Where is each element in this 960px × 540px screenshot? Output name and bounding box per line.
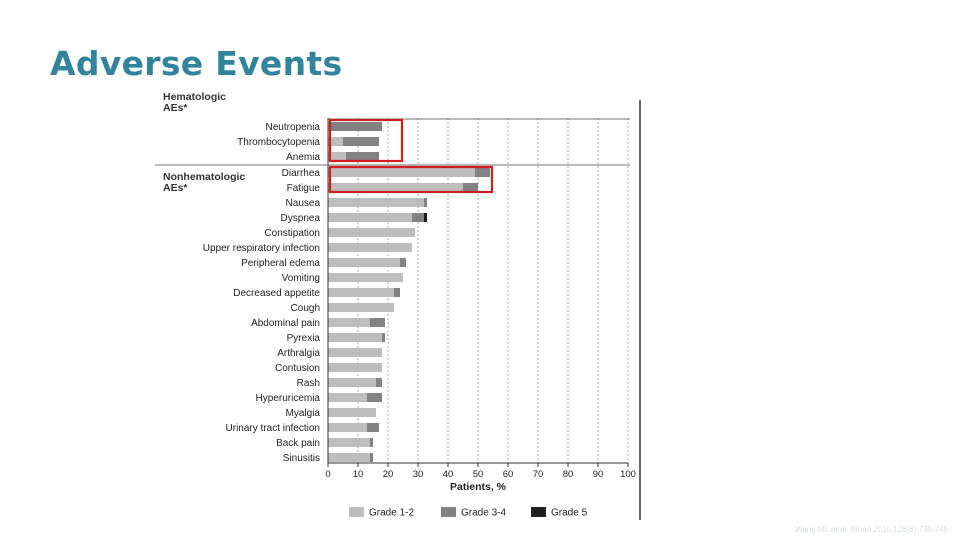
- category-label-fatigue: Fatigue: [286, 183, 320, 194]
- bar-nausea-grade-3-4: [424, 198, 427, 207]
- category-label-anemia: Anemia: [286, 152, 320, 163]
- category-label-diarrhea: Diarrhea: [281, 168, 320, 179]
- x-tick-label: 50: [472, 469, 484, 480]
- category-label-urinary-tract-infection: Urinary tract infection: [225, 423, 320, 434]
- bar-upper-respiratory-infection-grade-1-2: [328, 243, 412, 252]
- bar-rash-grade-3-4: [376, 378, 382, 387]
- bar-dyspnea-grade-1-2: [328, 213, 412, 222]
- category-label-decreased-appetite: Decreased appetite: [233, 288, 320, 299]
- x-tick-label: 70: [532, 469, 544, 480]
- bar-decreased-appetite-grade-1-2: [328, 288, 394, 297]
- bar-vomiting-grade-1-2: [328, 273, 403, 282]
- category-label-neutropenia: Neutropenia: [265, 122, 320, 133]
- bar-neutropenia-grade-3-4: [331, 122, 382, 131]
- category-label-cough: Cough: [290, 303, 320, 314]
- bar-diarrhea-grade-3-4: [475, 168, 490, 177]
- group-label-nonhematologic: Nonhematologic: [163, 171, 246, 183]
- category-label-dyspnea: Dyspnea: [280, 213, 320, 224]
- bar-peripheral-edema-grade-3-4: [400, 258, 406, 267]
- x-tick-label: 100: [620, 469, 636, 480]
- category-label-back-pain: Back pain: [276, 438, 320, 449]
- slide-title: Adverse Events: [50, 44, 343, 83]
- category-label-abdominal-pain: Abdominal pain: [251, 318, 320, 329]
- group-label-hematologic: Hematologic: [163, 91, 227, 103]
- x-tick-label: 60: [502, 469, 514, 480]
- bar-peripheral-edema-grade-1-2: [328, 258, 400, 267]
- bar-hyperuricemia-grade-3-4: [367, 393, 382, 402]
- category-label-contusion: Contusion: [274, 363, 320, 374]
- category-label-peripheral-edema: Peripheral edema: [241, 258, 320, 269]
- category-label-nausea: Nausea: [285, 198, 320, 209]
- bar-sinusitis-grade-1-2: [328, 453, 370, 462]
- x-tick-label: 30: [412, 469, 424, 480]
- legend-swatch-grade-3-4: [441, 507, 456, 517]
- category-label-constipation: Constipation: [264, 228, 320, 239]
- bar-sinusitis-grade-3-4: [370, 453, 373, 462]
- bar-back-pain-grade-1-2: [328, 438, 370, 447]
- bar-diarrhea-grade-1-2: [328, 168, 475, 177]
- x-axis-title: Patients, %: [449, 481, 507, 493]
- bar-pyrexia-grade-3-4: [382, 333, 385, 342]
- legend-swatch-grade-1-2: [349, 507, 364, 517]
- legend-swatch-grade-5: [531, 507, 546, 517]
- x-tick-label: 40: [442, 469, 454, 480]
- bar-myalgia-grade-1-2: [328, 408, 376, 417]
- category-label-thrombocytopenia: Thrombocytopenia: [237, 137, 320, 148]
- bar-urinary-tract-infection-grade-3-4: [367, 423, 379, 432]
- bar-abdominal-pain-grade-3-4: [370, 318, 385, 327]
- bar-dyspnea-grade-5: [424, 213, 427, 222]
- group-label-hematologic: AEs*: [163, 102, 188, 114]
- bar-hyperuricemia-grade-1-2: [328, 393, 367, 402]
- legend-label-grade-5: Grade 5: [551, 507, 588, 519]
- category-label-pyrexia: Pyrexia: [286, 333, 320, 344]
- bar-dyspnea-grade-3-4: [412, 213, 424, 222]
- group-label-nonhematologic: AEs*: [163, 182, 188, 194]
- category-label-sinusitis: Sinusitis: [282, 453, 320, 464]
- x-tick-label: 20: [382, 469, 394, 480]
- bar-rash-grade-1-2: [328, 378, 376, 387]
- category-label-upper-respiratory-infection: Upper respiratory infection: [202, 243, 320, 254]
- category-label-hyperuricemia: Hyperuricemia: [255, 393, 320, 404]
- bar-contusion-grade-1-2: [328, 363, 382, 372]
- category-label-arthralgia: Arthralgia: [277, 348, 320, 359]
- bar-anemia-grade-3-4: [346, 152, 379, 161]
- bar-nausea-grade-1-2: [328, 198, 424, 207]
- bar-decreased-appetite-grade-3-4: [394, 288, 400, 297]
- bar-urinary-tract-infection-grade-1-2: [328, 423, 367, 432]
- bar-pyrexia-grade-1-2: [328, 333, 382, 342]
- bar-arthralgia-grade-1-2: [328, 348, 382, 357]
- x-tick-label: 0: [325, 469, 331, 480]
- x-tick-label: 10: [352, 469, 364, 480]
- citation: Wang ML et al. Blood 2015;126(6):739-745: [795, 525, 948, 534]
- category-label-myalgia: Myalgia: [285, 408, 320, 419]
- x-tick-label: 80: [562, 469, 574, 480]
- bar-fatigue-grade-1-2: [328, 183, 463, 192]
- bar-thrombocytopenia-grade-3-4: [343, 137, 379, 146]
- legend-label-grade-1-2: Grade 1-2: [369, 507, 415, 519]
- x-tick-label: 90: [592, 469, 604, 480]
- bar-constipation-grade-1-2: [328, 228, 415, 237]
- legend-label-grade-3-4: Grade 3-4: [461, 507, 507, 519]
- bar-cough-grade-1-2: [328, 303, 394, 312]
- bar-back-pain-grade-3-4: [370, 438, 373, 447]
- bar-abdominal-pain-grade-1-2: [328, 318, 370, 327]
- bar-fatigue-grade-3-4: [463, 183, 478, 192]
- category-label-rash: Rash: [296, 378, 320, 389]
- category-label-vomiting: Vomiting: [281, 273, 320, 284]
